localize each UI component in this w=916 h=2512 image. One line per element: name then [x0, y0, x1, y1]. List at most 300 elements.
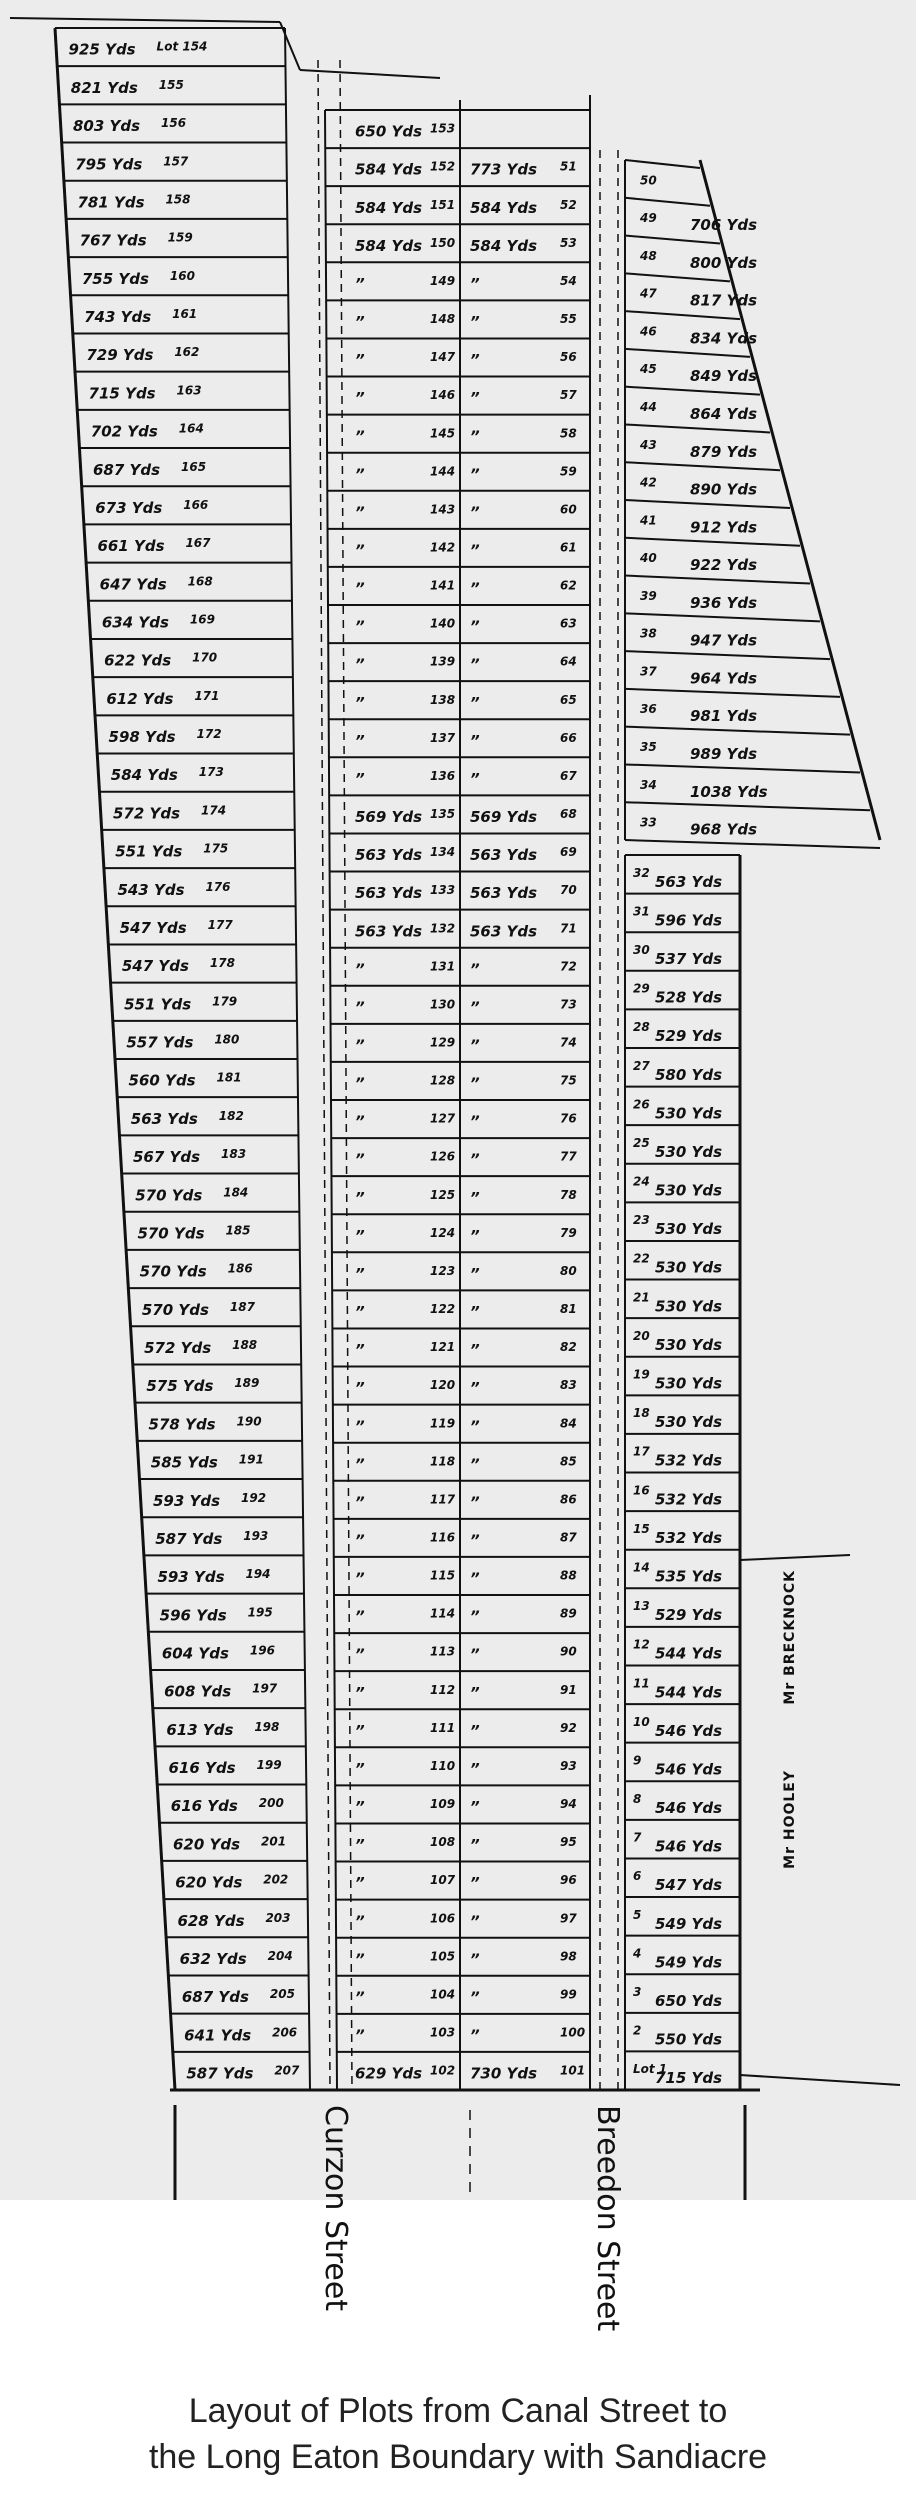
plot-number-label: 24 [633, 1174, 650, 1189]
plot-area-label: ” [470, 1493, 480, 1512]
plot-number-label: 4 [633, 1946, 642, 1961]
plot-number-label: 49 [640, 211, 657, 226]
plot-area-label: ” [355, 1531, 365, 1550]
plot-area-label: ” [355, 1074, 365, 1093]
plot-area-label: 634 Yds [101, 613, 169, 632]
plot-area-label: 546 Yds [655, 1799, 723, 1818]
plot-number-label: 202 [263, 1872, 289, 1887]
plot-area-label: 549 Yds [655, 1914, 723, 1933]
plot-area-label: 584 Yds [110, 766, 178, 785]
plot-area-label: 817 Yds [690, 291, 758, 310]
plot-area-label: 528 Yds [655, 988, 723, 1007]
plot-number-label: 190 [236, 1414, 262, 1429]
plot-area-label: 543 Yds [117, 880, 185, 899]
plot-area-label: 706 Yds [690, 216, 758, 235]
plot-area-label: ” [355, 503, 365, 522]
plot-number-label: 136 [430, 768, 456, 783]
plot-number-label: 74 [560, 1035, 577, 1050]
plot-number-label: 54 [560, 273, 577, 288]
plot-area-label: 702 Yds [90, 422, 158, 441]
plot-area-label: 616 Yds [170, 1797, 238, 1816]
plot-number-label: 33 [640, 815, 657, 830]
plot-number-label: 131 [430, 959, 456, 974]
plot-boundary [625, 387, 760, 395]
plot-number-label: 47 [640, 286, 657, 301]
plot-number-label: 148 [430, 312, 456, 327]
plot-area-label: ” [470, 998, 480, 1017]
plot-area-label: ” [470, 1074, 480, 1093]
plot-number-label: 2 [633, 2023, 642, 2038]
plot-number-label: 105 [430, 1949, 456, 1964]
plot-area-label: 613 Yds [166, 1720, 234, 1739]
plot-area-label: 530 Yds [655, 1335, 723, 1354]
plot-number-label: 159 [167, 230, 193, 245]
plot-area-label: 715 Yds [655, 2069, 723, 2088]
plot-area-label: 557 Yds [126, 1033, 194, 1052]
plot-area-label: ” [355, 351, 365, 370]
plot-number-label: 37 [640, 664, 657, 679]
plot-number-label: 92 [560, 1720, 577, 1735]
plot-area-label: 570 Yds [135, 1186, 203, 1205]
plot-number-label: 194 [245, 1567, 271, 1582]
plot-area-label: ” [355, 541, 365, 560]
plot-number-label: 178 [209, 956, 235, 971]
plot-number-label: 118 [430, 1454, 456, 1469]
plot-area-label: 964 Yds [690, 669, 758, 688]
plot-number-label: 161 [172, 307, 198, 322]
plot-area-label: 968 Yds [690, 820, 758, 839]
plot-area-label: ” [470, 1188, 480, 1207]
plot-number-label: 60 [560, 502, 577, 517]
plot-number-label: 75 [560, 1073, 577, 1088]
plot-area-label: 530 Yds [655, 1374, 723, 1393]
plot-area-label: ” [470, 1150, 480, 1169]
plot-area-label: 612 Yds [106, 689, 174, 708]
plot-number-label: 18 [633, 1406, 650, 1421]
plot-area-label: 563 Yds [470, 884, 538, 903]
plot-area-label: ” [470, 465, 480, 484]
plot-area-label: ” [355, 1874, 365, 1893]
plot-number-label: 193 [243, 1528, 269, 1543]
plot-area-label: 551 Yds [115, 842, 183, 861]
plot-area-label: 530 Yds [655, 1181, 723, 1200]
plot-area-label: 650 Yds [355, 122, 423, 141]
plot-area-label: ” [470, 2026, 480, 2045]
plot-number-label: 91 [560, 1682, 577, 1697]
plot-area-label: ” [470, 1226, 480, 1245]
plot-area-label: 560 Yds [128, 1071, 196, 1090]
plot-boundary [625, 198, 710, 206]
plot-number-label: 201 [261, 1834, 287, 1849]
plot-area-label: ” [355, 2026, 365, 2045]
plot-number-label: 123 [430, 1263, 456, 1278]
plot-number-label: 84 [560, 1416, 577, 1431]
plot-number-label: 144 [430, 464, 456, 479]
plot-number-label: 80 [560, 1263, 577, 1278]
plot-number-label: 142 [430, 540, 456, 555]
plot-number-label: 64 [560, 654, 577, 669]
plot-area-label: ” [470, 1303, 480, 1322]
plot-number-label: 135 [430, 807, 456, 822]
plot-number-label: 184 [223, 1185, 249, 1200]
plot-area-label: ” [470, 769, 480, 788]
plot-number-label: 171 [194, 688, 220, 703]
plot-area-label: ” [355, 1112, 365, 1131]
plot-area-label: ” [470, 1645, 480, 1664]
plot-area-label: ” [470, 274, 480, 293]
plot-area-label: 530 Yds [655, 1413, 723, 1432]
plot-area-label: ” [470, 1531, 480, 1550]
plot-number-label: 167 [185, 536, 211, 551]
plot-number-label: 42 [640, 475, 657, 490]
plot-area-label: 632 Yds [179, 1949, 247, 1968]
plot-area-label: 532 Yds [655, 1451, 723, 1470]
plot-area-label: ” [355, 389, 365, 408]
plot-number-label: 140 [430, 616, 456, 631]
plot-area-label: 834 Yds [690, 329, 758, 348]
plot-area-label: 981 Yds [690, 707, 758, 726]
plot-area-label: ” [470, 655, 480, 674]
plot-number-label: 34 [640, 777, 657, 792]
plot-number-label: 200 [258, 1796, 284, 1811]
plot-number-label: 181 [216, 1070, 242, 1085]
plot-area-label: ” [470, 427, 480, 446]
plot-number-label: 27 [633, 1058, 650, 1073]
plot-number-label: 26 [633, 1097, 650, 1112]
plot-area-label: 563 Yds [655, 872, 723, 891]
plot-number-label: 22 [633, 1251, 650, 1266]
plot-area-label: 563 Yds [355, 884, 423, 903]
plot-area-label: ” [470, 1683, 480, 1702]
plot-boundary [625, 576, 810, 584]
plot-number-label: 107 [430, 1873, 456, 1888]
plot-area-label: ” [470, 389, 480, 408]
plot-area-label: 661 Yds [97, 537, 165, 556]
plot-area-label: ” [470, 1950, 480, 1969]
plot-number-label: 117 [430, 1492, 456, 1507]
plot-number-label: Lot 154 [156, 39, 208, 54]
plot-number-label: 138 [430, 692, 456, 707]
plot-area-label: ” [470, 693, 480, 712]
plot-area-label: ” [470, 1455, 480, 1474]
plot-number-label: 112 [430, 1682, 456, 1697]
plot-area-label: ” [355, 655, 365, 674]
plot-number-label: 63 [560, 616, 577, 631]
plot-number-label: 44 [640, 400, 657, 414]
plot-number-label: 86 [560, 1492, 577, 1507]
plot-number-label: 78 [560, 1187, 577, 1202]
plot-number-label: 187 [229, 1299, 255, 1314]
plot-number-label: 29 [633, 981, 650, 996]
plot-area-label: 537 Yds [655, 949, 723, 968]
plot-number-label: 165 [181, 459, 207, 474]
plot-area-label: 616 Yds [168, 1759, 236, 1778]
plot-area-label: ” [470, 503, 480, 522]
plot-number-label: 57 [560, 388, 577, 403]
plot-number-label: 182 [218, 1108, 244, 1123]
plot-area-label: 849 Yds [690, 367, 758, 386]
plot-area-label: 546 Yds [655, 1721, 723, 1740]
plot-area-label: 767 Yds [79, 231, 147, 250]
plot-number-label: 206 [272, 2025, 298, 2040]
plot-number-label: 155 [158, 77, 184, 92]
plot-number-label: 17 [633, 1444, 650, 1459]
plot-area-label: 922 Yds [690, 556, 758, 575]
plot-number-label: 204 [267, 1948, 293, 1963]
plot-area-label: 598 Yds [108, 728, 176, 747]
plot-area-label: ” [355, 1798, 365, 1817]
plot-number-label: 7 [633, 1830, 642, 1845]
plot-area-label: 629 Yds [355, 2064, 423, 2083]
plot-number-label: 108 [430, 1835, 456, 1850]
plot-area-label: 551 Yds [124, 995, 192, 1014]
plot-number-label: 48 [640, 248, 657, 263]
plot-area-label: ” [470, 1264, 480, 1283]
plot-number-label: 77 [560, 1149, 577, 1164]
plot-area-label: ” [470, 313, 480, 332]
plot-area-label: ” [355, 731, 365, 750]
plot-number-label: 116 [430, 1530, 456, 1545]
plot-area-label: ” [470, 1759, 480, 1778]
plot-number-label: 133 [430, 883, 456, 898]
plot-number-label: 170 [192, 650, 218, 665]
plot-number-label: 30 [633, 942, 650, 957]
plot-number-label: 174 [201, 803, 227, 818]
plot-area-label: 544 Yds [655, 1683, 723, 1702]
plot-area-label: 673 Yds [95, 498, 163, 517]
plot-number-label: 70 [560, 883, 577, 898]
plot-number-label: 106 [430, 1911, 456, 1926]
plot-number-label: 185 [225, 1223, 251, 1238]
plot-number-label: 158 [165, 192, 191, 207]
plot-number-label: 122 [430, 1302, 456, 1317]
plot-number-label: 69 [560, 845, 577, 860]
plot-number-label: 151 [430, 197, 456, 212]
plot-area-label: ” [470, 1112, 480, 1131]
plot-area-label: ” [355, 1188, 365, 1207]
plot-number-label: 120 [430, 1378, 456, 1393]
plot-boundary [625, 500, 790, 508]
plot-area-label: ” [470, 1721, 480, 1740]
plot-boundary [625, 651, 830, 659]
plot-area-label: ” [355, 1569, 365, 1588]
plot-area-label: 879 Yds [690, 442, 758, 461]
plot-number-label: 71 [560, 921, 577, 936]
plot-number-label: 153 [430, 121, 456, 136]
plot-area-label: ” [470, 617, 480, 636]
plot-area-label: ” [355, 427, 365, 446]
plot-area-label: ” [355, 1226, 365, 1245]
plot-area-label: 743 Yds [84, 308, 152, 327]
plot-boundary [625, 689, 840, 697]
plot-number-label: 191 [238, 1452, 264, 1467]
plot-number-label: 13 [633, 1599, 650, 1614]
neighbour-boundary [740, 1555, 850, 1560]
caption-line-1: Layout of Plots from Canal Street to [188, 2392, 728, 2430]
plot-number-label: 111 [430, 1720, 456, 1735]
plot-number-label: 5 [633, 1907, 642, 1922]
plot-boundary [625, 764, 860, 772]
plot-area-label: 547 Yds [121, 957, 189, 976]
plot-area-label: ” [355, 274, 365, 293]
breedon-street-label: Breedon Street [590, 2105, 625, 2332]
plot-boundary [625, 613, 820, 621]
plot-number-label: 53 [560, 235, 577, 250]
plot-area-label: 535 Yds [655, 1567, 723, 1586]
plot-number-label: 76 [560, 1111, 577, 1126]
plot-number-label: 145 [430, 426, 456, 441]
plot-area-label: 580 Yds [655, 1065, 723, 1084]
plot-area-label: 563 Yds [130, 1109, 198, 1128]
plot-area-label: 936 Yds [690, 593, 758, 612]
plot-area-label: 715 Yds [88, 384, 156, 403]
plot-number-label: 67 [560, 768, 577, 783]
plot-number-label: 8 [633, 1792, 642, 1807]
plot-area-label: 570 Yds [141, 1300, 209, 1319]
plot-number-label: 179 [212, 994, 238, 1009]
plot-area-label: 912 Yds [690, 518, 758, 537]
plot-area-label: 569 Yds [470, 808, 538, 827]
plot-number-label: 87 [560, 1530, 577, 1545]
plot-boundary [625, 802, 870, 810]
plot-number-label: 100 [560, 2025, 586, 2040]
plot-number-label: 97 [560, 1911, 577, 1926]
canal-street-boundary [280, 22, 300, 70]
plot-number-label: 128 [430, 1073, 456, 1088]
plot-area-label: 755 Yds [81, 269, 149, 288]
plot-number-label: 199 [256, 1758, 282, 1773]
plot-area-label: 687 Yds [93, 460, 161, 479]
plot-number-label: 31 [633, 904, 650, 919]
plot-number-label: 103 [430, 2025, 456, 2040]
canal-street-boundary [10, 18, 280, 22]
plot-area-label: 596 Yds [655, 911, 723, 930]
plot-area-label: 608 Yds [164, 1682, 232, 1701]
plot-number-label: 160 [169, 268, 195, 283]
plot-area-label: ” [355, 1493, 365, 1512]
plot-area-label: 729 Yds [86, 346, 154, 365]
plot-area-label: 593 Yds [157, 1568, 225, 1587]
plot-area-label: ” [355, 1455, 365, 1474]
plot-area-label: ” [355, 1303, 365, 1322]
plot-area-label: 572 Yds [113, 804, 181, 823]
plot-number-label: 149 [430, 273, 456, 288]
plot-number-label: 58 [560, 426, 577, 441]
plot-number-label: 52 [560, 197, 577, 212]
plot-number-label: 56 [560, 350, 577, 365]
plot-number-label: 129 [430, 1035, 456, 1050]
plot-area-label: 647 Yds [99, 575, 167, 594]
plot-area-label: 890 Yds [690, 480, 758, 499]
plot-number-label: 177 [207, 917, 233, 932]
plot-number-label: 126 [430, 1149, 456, 1164]
plot-number-label: 62 [560, 578, 577, 593]
plot-number-label: 139 [430, 654, 456, 669]
plot-number-label: 173 [198, 765, 224, 780]
plot-number-label: 169 [189, 612, 215, 627]
curzon-street-edge [318, 60, 330, 2090]
plot-area-label: ” [355, 960, 365, 979]
plot-number-label: Lot 1 [633, 2062, 668, 2077]
plot-number-label: 20 [633, 1328, 650, 1343]
plot-number-label: 59 [560, 464, 577, 479]
plot-number-label: 114 [430, 1606, 456, 1621]
plot-area-label: ” [355, 1683, 365, 1702]
plot-area-label: ” [355, 998, 365, 1017]
plot-number-label: 61 [560, 540, 577, 555]
plot-area-label: 730 Yds [470, 2064, 538, 2083]
plot-boundary [625, 273, 730, 281]
plot-area-label: ” [355, 313, 365, 332]
plot-area-label: ” [355, 1912, 365, 1931]
plot-area-label: 864 Yds [690, 405, 758, 423]
plot-area-label: ” [355, 1759, 365, 1778]
plot-number-label: 79 [560, 1225, 577, 1240]
plot-boundary [625, 538, 800, 546]
plot-area-label: 563 Yds [470, 846, 538, 865]
plot-number-label: 72 [560, 959, 577, 974]
plot-number-label: 82 [560, 1340, 577, 1355]
plot-number-label: 85 [560, 1454, 577, 1469]
plot-number-label: 21 [633, 1290, 650, 1305]
plot-number-label: 207 [274, 2063, 300, 2078]
plot-number-label: 90 [560, 1644, 577, 1659]
plot-area-label: 549 Yds [655, 1953, 723, 1972]
plot-number-label: 146 [430, 388, 456, 403]
plot-number-label: 93 [560, 1758, 577, 1773]
plot-number-label: 119 [430, 1416, 456, 1431]
plot-number-label: 6 [633, 1869, 642, 1884]
plot-area-label: 925 Yds [68, 40, 136, 59]
plot-number-label: 41 [640, 513, 657, 528]
plot-area-label: 795 Yds [75, 155, 143, 174]
plot-number-label: 113 [430, 1644, 456, 1659]
plot-number-label: 50 [640, 173, 657, 188]
plot-area-label: ” [470, 1912, 480, 1931]
plot-area-label: ” [355, 1036, 365, 1055]
plot-area-label: ” [355, 1721, 365, 1740]
neighbour-boundary [740, 2075, 900, 2085]
plot-area-label: 622 Yds [104, 651, 172, 670]
plot-number-label: 16 [633, 1483, 650, 1498]
plot-number-label: 186 [227, 1261, 253, 1276]
plot-area-label: ” [470, 1874, 480, 1893]
plot-number-label: 172 [196, 727, 222, 742]
plot-number-label: 197 [252, 1681, 278, 1696]
plot-number-label: 125 [430, 1187, 456, 1202]
plot-number-label: 94 [560, 1797, 577, 1812]
plot-area-label: 584 Yds [355, 236, 423, 255]
plot-number-label: 150 [430, 235, 456, 250]
plot-number-label: 88 [560, 1568, 577, 1583]
plot-area-label: ” [355, 1836, 365, 1855]
plot-number-label: 25 [633, 1135, 650, 1150]
plot-area-label: 530 Yds [655, 1258, 723, 1277]
plot-area-label: ” [470, 1341, 480, 1360]
plot-number-label: 109 [430, 1797, 456, 1812]
plot-number-label: 196 [249, 1643, 275, 1658]
plot-area-label: ” [470, 1836, 480, 1855]
plot-area-label: 620 Yds [173, 1835, 241, 1854]
plot-area-label: ” [355, 1645, 365, 1664]
plot-area-label: 596 Yds [159, 1606, 227, 1625]
plot-area-label: 546 Yds [655, 1760, 723, 1779]
plot-area-label: ” [355, 693, 365, 712]
plot-number-label: 45 [640, 362, 657, 377]
plot-number-label: 166 [183, 497, 209, 512]
plot-number-label: 35 [640, 740, 657, 754]
plot-area-label: 532 Yds [655, 1490, 723, 1509]
